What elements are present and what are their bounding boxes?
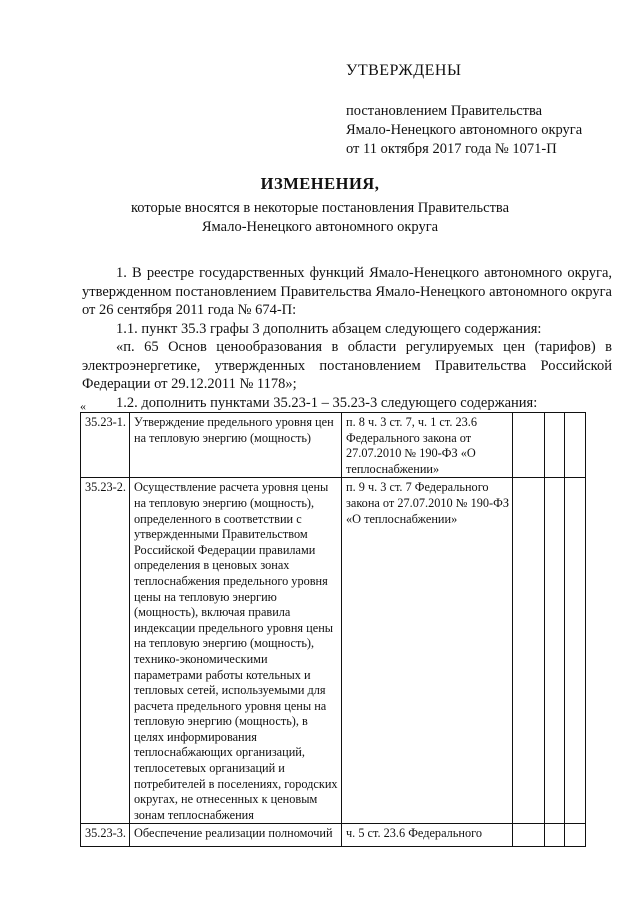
approved-title: УТВЕРЖДЕНЫ [346,62,462,79]
empty-cell [513,824,545,847]
row-function: Утверждение предельного уровня цен на тепловую энергию (мощность) [130,413,342,478]
document-subtitle-line-1: которые вносятся в некоторые постановления Правительства [130,200,510,216]
approved-line-2: Ямало-Ненецкого автономного округа [346,122,583,138]
empty-cell [545,413,565,478]
table-row [81,478,586,824]
paragraph-quote: «п. 65 Основ ценообразования в области регулируемых цен (тарифов) в электроэнергетике, утвержденных постановлением Правительства Российской Федерации от 29.12.2011 № 1178»; [82,339,612,392]
row-legal-basis: ч. 5 ст. 23.6 Федерального [342,824,513,847]
row-legal-basis: п. 8 ч. 3 ст. 7, ч. 1 ст. 23.6 Федерального закона от 27.07.2010 № 190-ФЗ «О теплоснабжении» [342,413,513,478]
empty-cell [513,478,545,824]
row-function: Осуществление расчета уровня цены на тепловую энергию (мощность), определенного в соответствии с утвержденными Правительством Российской Федерации правилами определения в ценовых зонах теплоснабжения предельного уровня цены на тепловую энергию (мощность), включая правила индексации предельного уровня цены на тепловую энергию (мощность), технико-экономическими параметрами работы котельных и тепловых сетей, используемыми для расчета предельного уровня цены на тепловую энергию (мощность), в целях информирования теплоснабжающих организаций, теплосетевых организаций и потребителей в поселениях, городских округах, не отнесенных к ценовым зонам теплоснабжения [130,478,342,824]
empty-cell [513,413,545,478]
row-legal-basis: п. 9 ч. 3 ст. 7 Федерального закона от 27.07.2010 № 190-ФЗ «О теплоснабжении» [342,478,513,824]
table-row [81,413,586,478]
table-open-quote: « [80,399,86,413]
registry-table [80,412,586,847]
table-row [81,824,586,847]
paragraph-1-2: 1.2. дополнить пунктами 35.23-1 – 35.23-3 следующего содержания: [116,394,538,411]
empty-cell [565,413,586,478]
approved-line-3: от 11 октября 2017 года № 1071-П [346,141,557,157]
approved-line-1: постановлением Правительства [346,103,543,119]
document-subtitle-line-2: Ямало-Ненецкого автономного округа [201,219,439,235]
row-number: 35.23-3. [81,824,130,847]
row-function: Обеспечение реализации полномочий [130,824,342,847]
document-title: ИЗМЕНЕНИЯ, [260,174,380,193]
empty-cell [565,478,586,824]
row-number: 35.23-2. [81,478,130,824]
paragraph-1: 1. В реестре государственных функций Ямало-Ненецкого автономного округа, утвержденном постановлением Правительства Ямало-Ненецкого автономного округа от 26 сентября 2011 года № 674-П: [82,265,612,318]
row-number: 35.23-1. [81,413,130,478]
paragraph-1-1: 1.1. пункт 35.3 графы 3 дополнить абзацем следующего содержания: [116,320,542,337]
approval-stamp [346,62,606,159]
empty-cell [565,824,586,847]
empty-cell [545,824,565,847]
empty-cell [545,478,565,824]
document-body [82,264,612,412]
